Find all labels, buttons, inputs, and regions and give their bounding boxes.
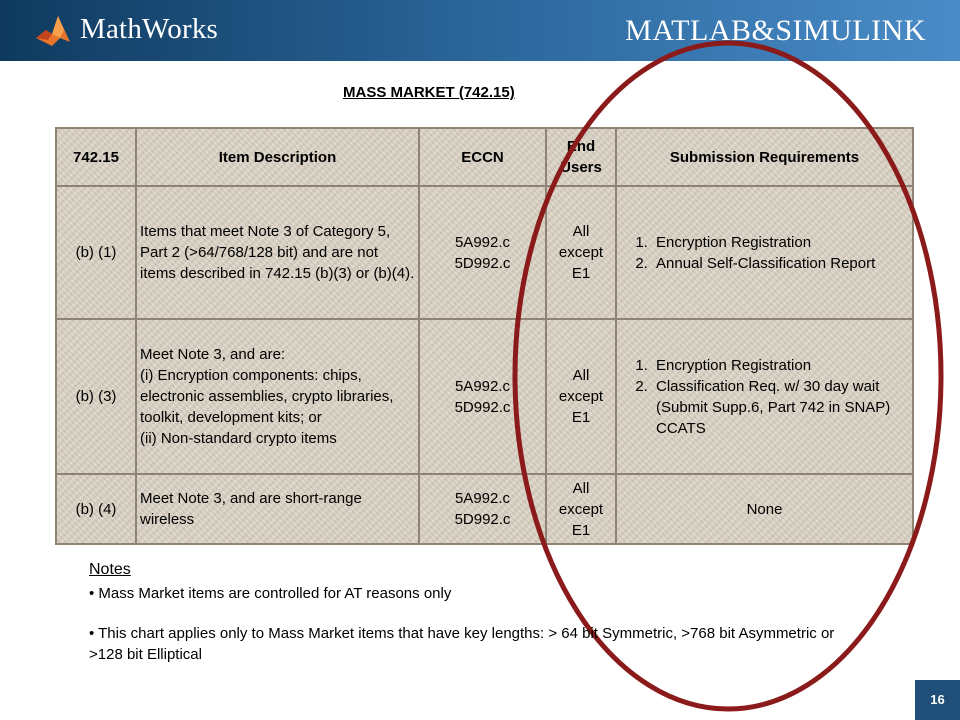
mathworks-brand: MathWorks bbox=[80, 13, 219, 45]
eccn-value: 5D992.c bbox=[454, 254, 511, 272]
eccn-value: 5A992.c bbox=[454, 490, 511, 507]
cell-eccn bbox=[419, 319, 546, 474]
requirement-item: 2. Classification Req. w/ 30 day wait (Submit Supp.6, Part 742 in SNAP) CCATS bbox=[652, 376, 909, 439]
table-row bbox=[56, 474, 913, 544]
cell-eccn bbox=[419, 186, 546, 319]
table-header-row bbox=[56, 128, 913, 186]
matlab-simulink-brand: MATLAB&SIMULINK bbox=[625, 14, 926, 47]
notes-heading: Notes bbox=[89, 561, 131, 578]
header-end-users: End Users bbox=[546, 128, 616, 186]
description-line: Meet Note 3, and are: bbox=[140, 346, 286, 363]
eccn-value: 5D992.c bbox=[454, 398, 511, 416]
mass-market-table bbox=[55, 127, 914, 545]
requirement-item: 1. Encryption Registration bbox=[652, 355, 909, 376]
cell-end-users: All except E1 bbox=[546, 319, 616, 474]
note-item: • This chart applies only to Mass Market items that have key lengths: > 64 bit Symmetric, >768 bit Asymmetric or >128 bit Elliptical bbox=[89, 625, 835, 663]
cell-description bbox=[136, 319, 419, 474]
header-eccn: ECCN bbox=[419, 128, 546, 186]
cell-description: Meet Note 3, and are short-range wireless bbox=[136, 474, 419, 544]
header-item-description: Item Description bbox=[136, 128, 419, 186]
cell-section: (b) (4) bbox=[56, 474, 136, 544]
header-submission-requirements: Submission Requirements bbox=[616, 128, 913, 186]
notes-section bbox=[89, 561, 869, 665]
requirement-item: 2. Annual Self-Classification Report bbox=[652, 253, 909, 274]
cell-end-users: All except E1 bbox=[546, 474, 616, 544]
cell-requirements bbox=[616, 319, 913, 474]
cell-requirements: None bbox=[616, 474, 913, 544]
eccn-value: 5A992.c bbox=[454, 233, 511, 251]
cell-description: Items that meet Note 3 of Category 5, Part 2 (>64/768/128 bit) and are not items described in 742.15 (b)(3) or (b)(4). bbox=[136, 186, 419, 319]
header-section: 742.15 bbox=[56, 128, 136, 186]
page-title: MASS MARKET (742.15) bbox=[343, 84, 515, 101]
cell-requirements bbox=[616, 186, 913, 319]
description-line: (i) Encryption components: chips, electronic assemblies, crypto libraries, toolkit, development kits; or bbox=[140, 367, 394, 426]
note-item: • Mass Market items are controlled for AT reasons only bbox=[89, 585, 452, 602]
description-line: (ii) Non-standard crypto items bbox=[140, 430, 337, 447]
cell-section: (b) (1) bbox=[56, 186, 136, 319]
cell-eccn bbox=[419, 474, 546, 544]
header-banner bbox=[0, 0, 960, 61]
table-row bbox=[56, 319, 913, 474]
eccn-value: 5D992.c bbox=[454, 511, 511, 528]
page-number: 16 bbox=[915, 680, 960, 720]
table-row bbox=[56, 186, 913, 319]
eccn-value: 5A992.c bbox=[454, 377, 511, 395]
cell-section: (b) (3) bbox=[56, 319, 136, 474]
mathworks-logo-icon bbox=[34, 12, 72, 50]
cell-end-users: All except E1 bbox=[546, 186, 616, 319]
requirement-item: 1. Encryption Registration bbox=[652, 232, 909, 253]
